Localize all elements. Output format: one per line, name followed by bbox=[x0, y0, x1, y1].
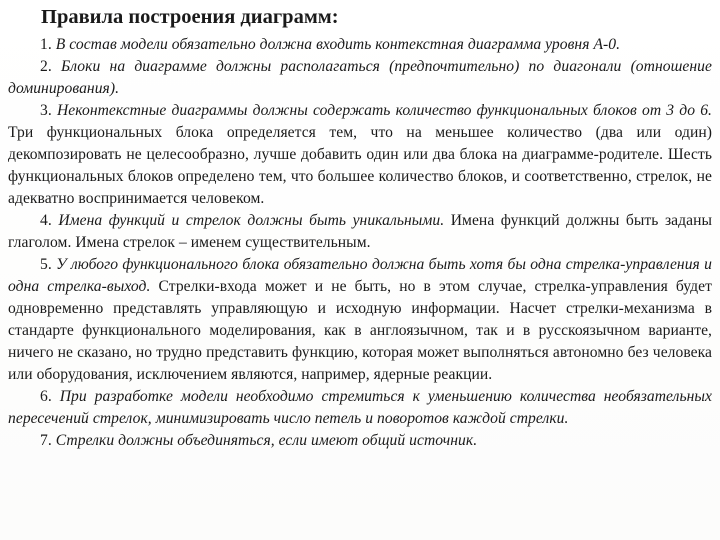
rule-item-4 bbox=[8, 210, 712, 254]
rule-statement: В состав модели обязательно должна входить контекстная диаграмма уровня А-0. bbox=[55, 36, 621, 53]
rule-statement: Стрелки должны объединяться, если имеют общий источник. bbox=[55, 432, 478, 449]
rule-number: 1. bbox=[40, 36, 52, 53]
rule-explanation: Имена функций должны быть заданы глаголом. Имена стрелок – именем существительным. bbox=[8, 212, 712, 251]
rule-item-6 bbox=[8, 386, 712, 430]
rule-item-2 bbox=[8, 56, 712, 100]
rule-number: 7. bbox=[40, 432, 52, 449]
rule-statement: Блоки на диаграмме должны располагаться (предпочтительно) по диагонали (отношение доминирования). bbox=[8, 58, 712, 97]
rule-explanation: Стрелки-входа может и не быть, но в этом случае, стрелка-управления будет одновременно представлять управляющую и исходную информации. Насчет стрелки-механизма в стандарте функционального моделирования, как в англоязычном, так и в русскоязычном варианте, ничего не сказано, но трудно представить функцию, которая может выполняться автономно без человека или оборудования, исключением являются, например, ядерные реакции. bbox=[8, 278, 712, 383]
rule-item-1 bbox=[8, 34, 712, 56]
rules-list bbox=[8, 34, 712, 452]
rule-statement: При разработке модели необходимо стремиться к уменьшению количества необязательных пересечений стрелок, минимизировать число петель и поворотов каждой стрелки. bbox=[8, 388, 712, 427]
rule-statement: Неконтекстные диаграммы должны содержать количество функциональных блоков от 3 до 6. bbox=[56, 102, 713, 119]
rule-statement: У любого функционального блока обязательно должна быть хотя бы одна стрелка-управления и одна стрелка-выход. bbox=[8, 256, 712, 295]
rule-number: 2. bbox=[40, 58, 52, 75]
rule-statement: Имена функций и стрелок должны быть уникальными. bbox=[58, 212, 445, 229]
rule-item-3 bbox=[8, 100, 712, 210]
rule-number: 5. bbox=[40, 256, 52, 273]
page-title: Правила построения диаграмм: bbox=[41, 6, 339, 28]
rule-explanation: Три функциональных блока определяется тем, что на меньшее количество (два или один) декомпозировать не целесообразно, лучше добавить один или два блока на диаграмме-родителе. Шесть функциональных блоков определено тем, что большее количество блоков, и соответственно, стрелок, не адекватно воспринимается человеком. bbox=[8, 124, 712, 207]
rule-number: 4. bbox=[40, 212, 52, 229]
rule-number: 3. bbox=[40, 102, 52, 119]
rule-item-7 bbox=[8, 430, 712, 452]
rule-item-5 bbox=[8, 254, 712, 386]
rule-number: 6. bbox=[40, 388, 52, 405]
